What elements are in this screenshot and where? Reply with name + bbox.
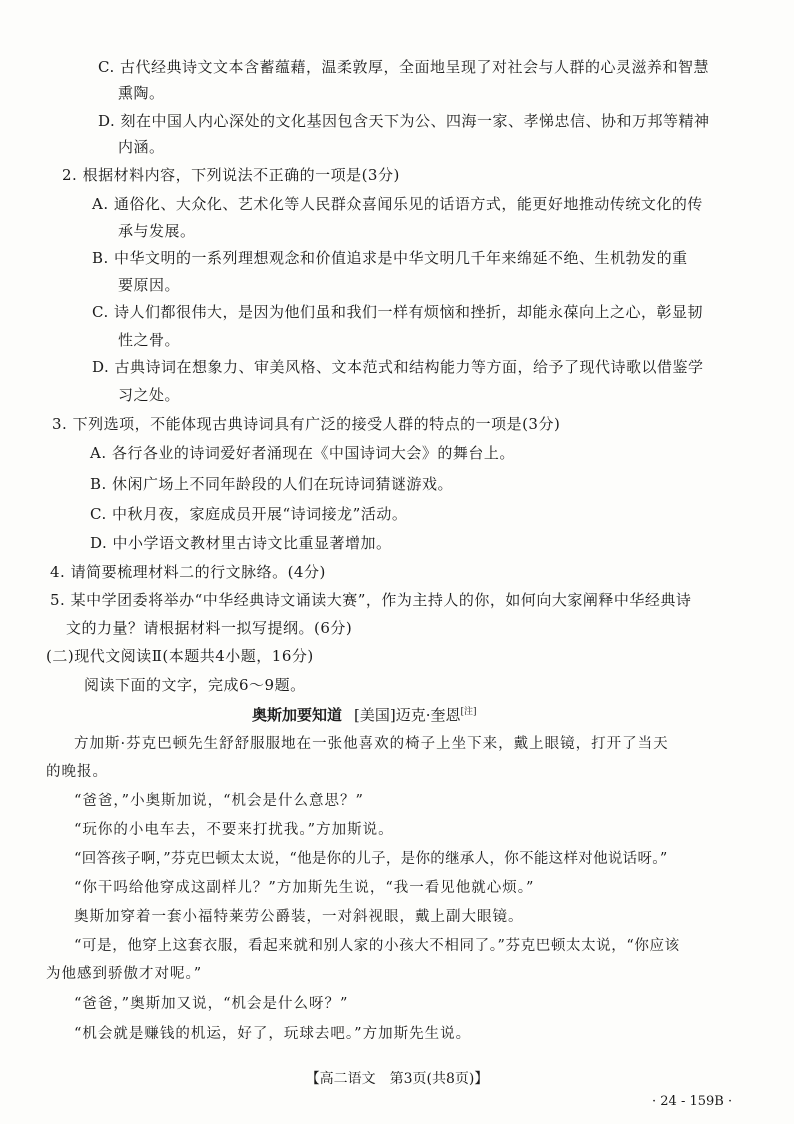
story-note-marker: [注] [460, 707, 477, 717]
option-b-q2-cont: 要原因。 [118, 276, 181, 294]
option-d-q1: D. 刻在中国人内心深处的文化基因包含天下为公、四海一家、孝悌忠信、协和万邦等精神 [98, 112, 710, 130]
story-paragraph-1-cont: 的晚报。 [46, 764, 108, 780]
option-a-q3: A. 各行各业的诗词爱好者涌现在《中国诗词大会》的舞台上。 [90, 444, 515, 462]
option-c-q2: C. 诗人们都很伟大，是因为他们虽和我们一样有烦恼和挫折，却能永葆向上之心，彰显韧 [92, 303, 703, 321]
story-title: 奥斯加要知道 [252, 706, 343, 724]
option-c-q2-cont: 性之骨。 [118, 331, 181, 349]
question-5-cont: 文的力量？请根据材料一拟写提纲。(6分) [66, 619, 353, 637]
story-author: [美国]迈克·奎恩 [354, 706, 461, 724]
option-d-q3: D. 中小学语文教材里古诗文比重显著增加。 [90, 534, 392, 552]
question-2: 2. 根据材料内容，下列说法不正确的一项是(3分) [62, 166, 400, 184]
story-paragraph-7-cont: 为他感到骄傲才对呢。” [46, 966, 203, 982]
page-footer: 【高二语文 第3页(共8页)】 [305, 1071, 489, 1087]
story-paragraph-2: “爸爸，”小奥斯加说，“机会是什么意思？” [74, 793, 364, 809]
story-paragraph-1: 方加斯·芬克巴顿先生舒舒服服地在一张他喜欢的椅子上坐下来，戴上眼镜，打开了当天 [74, 736, 669, 752]
story-paragraph-8: “爸爸，”奥斯加又说，“机会是什么呀？” [74, 996, 349, 1012]
option-b-q2: B. 中华文明的一系列理想观念和价值追求是中华文明几千年来绵延不绝、生机勃发的重 [92, 249, 688, 267]
exam-code: · 24 - 159B · [652, 1094, 733, 1109]
option-d-q2: D. 古典诗词在想象力、审美风格、文本范式和结构能力等方面，给予了现代诗歌以借鉴学 [92, 358, 704, 376]
question-3: 3. 下列选项，不能体现古典诗词具有广泛的接受人群的特点的一项是(3分) [52, 415, 561, 433]
option-c-q1: C. 古代经典诗文文本含蓄蕴藉，温柔敦厚，全面地呈现了对社会与人群的心灵滋养和智慧 [98, 58, 709, 76]
option-d-q2-cont: 习之处。 [118, 386, 181, 404]
story-paragraph-3: “玩你的小电车去，不要来打扰我。”方加斯说。 [74, 822, 394, 838]
story-paragraph-7: “可是，他穿上这套衣服，看起来就和别人家的小孩大不相同了。”芬克巴顿太太说，“你应该 [74, 938, 680, 954]
option-a-q2-cont: 承与发展。 [118, 222, 196, 240]
option-b-q3: B. 休闲广场上不同年龄段的人们在玩诗词猜谜游戏。 [90, 475, 454, 493]
story-paragraph-5: “你干吗给他穿成这副样儿？”方加斯先生说，“我一看见他就心烦。” [74, 880, 535, 896]
option-c-q1-cont: 熏陶。 [118, 84, 165, 102]
option-c-q3: C. 中秋月夜，家庭成员开展“诗词接龙”活动。 [90, 505, 408, 523]
story-paragraph-9: “机会就是赚钱的机运，好了，玩球去吧。”方加斯先生说。 [74, 1026, 472, 1042]
story-title-line [252, 704, 477, 725]
story-paragraph-4: “回答孩子啊，”芬克巴顿太太说，“他是你的儿子，是你的继承人，你不能这样对他说话呀。” [74, 851, 668, 867]
option-d-q1-cont: 内涵。 [118, 138, 165, 156]
reading-instruction: 阅读下面的文字，完成6～9题。 [84, 676, 306, 694]
section-heading: (二)现代文阅读Ⅱ(本题共4小题，16分) [46, 647, 314, 665]
option-a-q2: A. 通俗化、大众化、艺术化等人民群众喜闻乐见的话语方式，能更好地推动传统文化的传 [92, 195, 703, 213]
question-5: 5. 某中学团委将举办“中华经典诗文诵读大赛”，作为主持人的你，如何向大家阐释中华经典诗 [50, 591, 692, 609]
story-paragraph-6: 奥斯加穿着一套小福特莱劳公爵装，一对斜视眼，戴上副大眼镜。 [74, 909, 524, 925]
question-4: 4. 请简要梳理材料二的行文脉络。(4分) [50, 563, 326, 581]
